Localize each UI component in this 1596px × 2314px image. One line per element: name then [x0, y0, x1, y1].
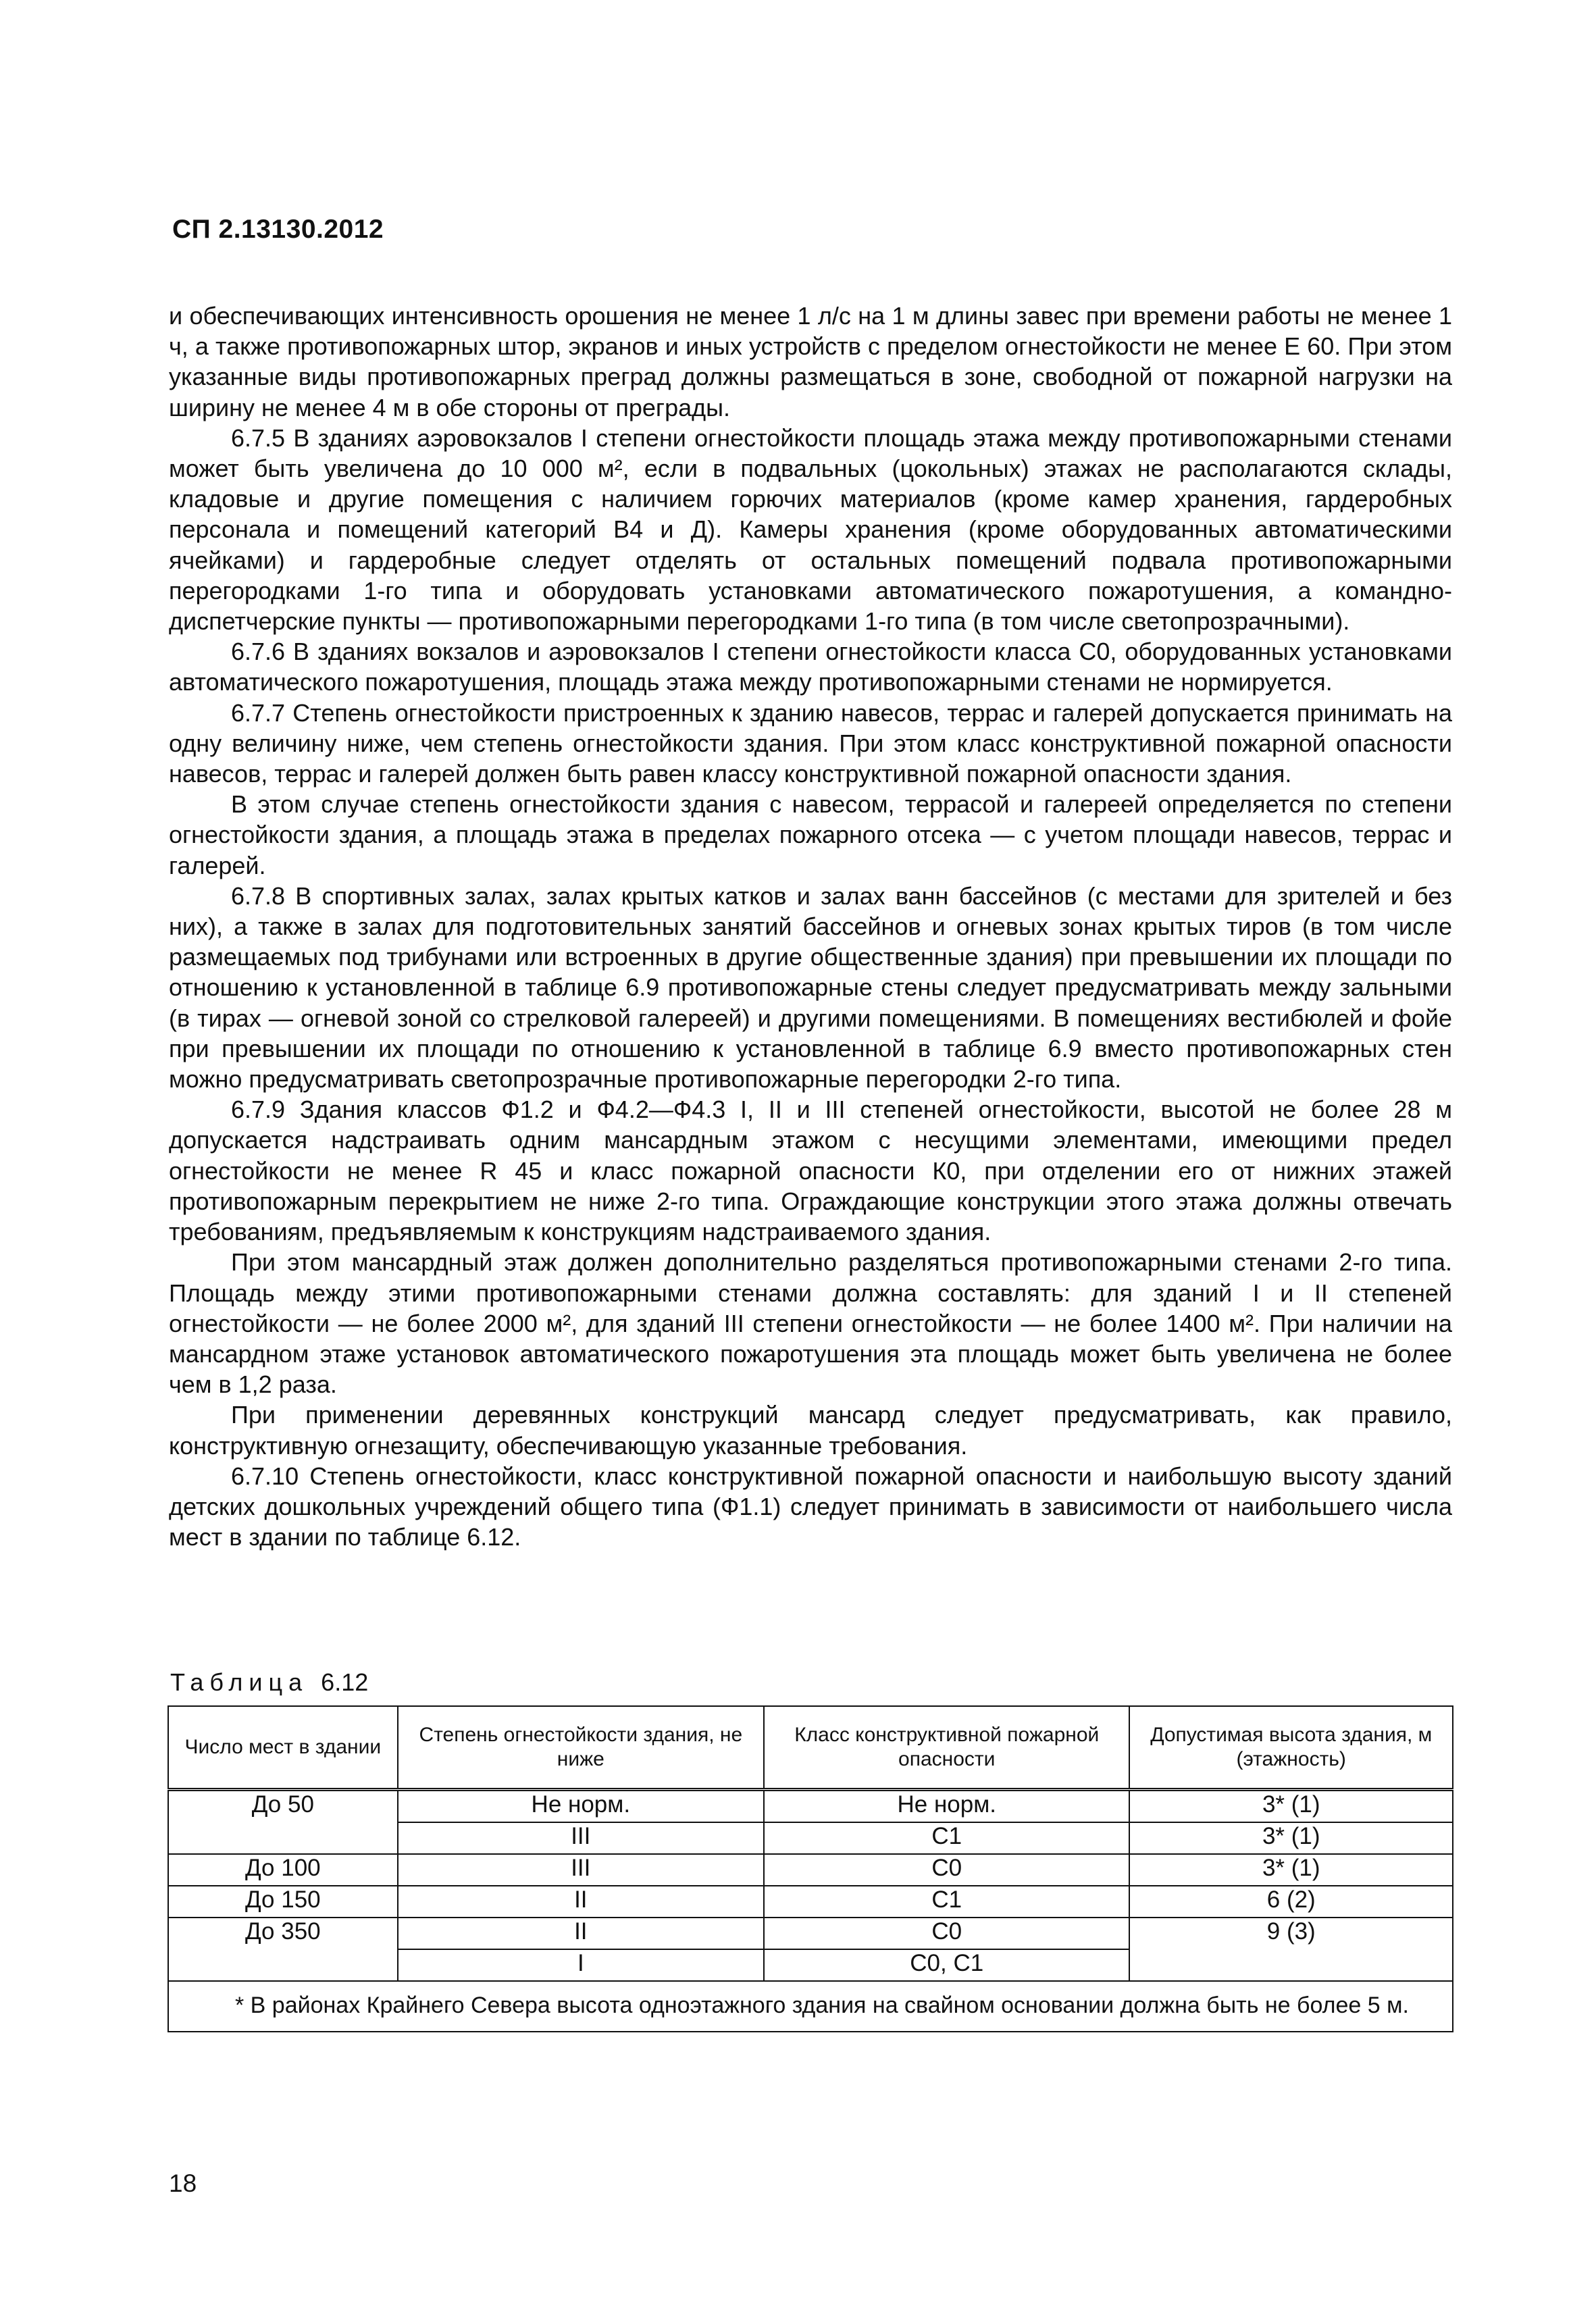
table-row	[168, 1854, 1453, 1886]
table-row	[168, 1790, 1453, 1823]
table-caption	[170, 1668, 368, 1697]
document-code-header: СП 2.13130.2012	[172, 215, 384, 244]
cell-places: До 100	[168, 1854, 398, 1886]
table-footnote	[168, 1981, 1453, 2032]
table-caption-number: 6.12	[321, 1668, 369, 1696]
paragraph-continuation: и обеспечивающих интенсивность орошения не менее 1 л/с на 1 м длины завес при времени работы не менее 1 ч, а также противопожарных штор, экранов и иных устройств с пределом огнестойкости не менее Е 60. При этом указанные виды противопожарных преград должны размещаться в зоне, свободной от пожарной нагрузки на ширину не менее 4 м в обе стороны от преграды.	[169, 302, 1452, 421]
table-header-row	[168, 1706, 1453, 1790]
paragraph-6-7-7-cont: В этом случае степень огнестойкости здания с навесом, террасой и галереей определяется по степени огнестойкости здания, а площадь этажа в пределах пожарного отсека — с учетом площади навесов, террас и галерей.	[169, 790, 1452, 879]
header-hazard-class: Класс конструктивной пожарной опасности	[764, 1706, 1129, 1790]
paragraph-6-7-7: 6.7.7 Степень огнестойкости пристроенных к зданию навесов, террас и галерей допускается принимать на одну величину ниже, чем степень огнестойкости здания. При этом класс конструктивной пожарной опасности навесов, террас и галерей должен быть равен классу конструктивной пожарной опасности здания.	[169, 698, 1452, 788]
page-number: 18	[169, 2169, 197, 2197]
cell-degree: I	[398, 1949, 764, 1981]
body-text	[169, 301, 1452, 1552]
paragraph-6-7-9-cont2: При применении деревянных конструкций мансард следует предусматривать, как правило, конструктивную огнезащиту, обеспечивающую указанные требования.	[169, 1401, 1452, 1460]
paragraph-6-7-8: 6.7.8 В спортивных залах, залах крытых катков и залах ванн бассейнов (с местами для зрителей и без них), а также в залах для подготовительных занятий бассейнов и огневых зонах крытых тиров (в том числе размещаемых под трибунами или встроенных в другие общественные здания) при превышении их площади по отношению к установленной в таблице 6.9 противопожарные стены следует предусматривать между зальными (в тирах — огневой зоной со стрелковой галереей) и другими помещениями. В помещениях вестибюлей и фойе при превышении их площади по отношению к установленной в таблице 6.9 вместо противопожарных стен можно предусматривать светопрозрачные противопожарные перегородки 2-го типа.	[169, 881, 1452, 1094]
cell-degree: II	[398, 1886, 764, 1918]
cell-degree: Не норм.	[398, 1790, 764, 1823]
cell-class: С0, С1	[764, 1949, 1129, 1981]
cell-degree: III	[398, 1854, 764, 1886]
cell-class: С0	[764, 1918, 1129, 1949]
cell-class: Не норм.	[764, 1790, 1129, 1823]
paragraph-6-7-6: 6.7.6 В зданиях вокзалов и аэровокзалов I степени огнестойкости класса С0, оборудованных установками автоматического пожаротушения, площадь этажа между противопожарными стенами не нормируется.	[169, 638, 1452, 696]
table-note-row	[168, 1981, 1453, 2032]
cell-height: 3* (1)	[1129, 1790, 1453, 1823]
cell-degree: II	[398, 1918, 764, 1949]
cell-height: 9 (3)	[1129, 1918, 1453, 1981]
header-fire-resistance: Степень огнестойкости здания, не ниже	[398, 1706, 764, 1790]
cell-class: С0	[764, 1854, 1129, 1886]
header-height: Допустимая высота здания, м (этажность)	[1129, 1706, 1453, 1790]
table-caption-word: Таблица	[170, 1668, 309, 1696]
table-row	[168, 1886, 1453, 1918]
cell-places: До 50	[168, 1790, 398, 1855]
cell-height: 6 (2)	[1129, 1886, 1453, 1918]
paragraph-6-7-10: 6.7.10 Степень огнестойкости, класс конструктивной пожарной опасности и наибольшую высоту зданий детских дошкольных учреждений общего типа (Ф1.1) следует принимать в зависимости от наибольшего числа мест в здании по таблице 6.12.	[169, 1462, 1452, 1551]
cell-height: 3* (1)	[1129, 1822, 1453, 1854]
table-6-12	[168, 1705, 1453, 2032]
paragraph-6-7-5: 6.7.5 В зданиях аэровокзалов I степени огнестойкости площадь этажа между противопожарными стенами может быть увеличена до 10 000 м², если в подвальных (цокольных) этажах не располагаются склады, кладовые и другие помещения с наличием горючих материалов (кроме камер хранения, гардеробных персонала и помещений категорий В4 и Д). Камеры хранения (кроме оборудованных автоматическими ячейками) и гардеробные следует отделять от остальных помещений подвала противопожарными перегородками 1-го типа и оборудовать установками автоматического пожаротушения, а командно-диспетчерские пункты — противопожарными перегородками 1-го типа (в том числе светопрозрачными).	[169, 423, 1452, 636]
cell-degree: III	[398, 1822, 764, 1854]
paragraph-6-7-9: 6.7.9 Здания классов Ф1.2 и Ф4.2—Ф4.3 I, II и III степеней огнестойкости, высотой не более 28 м допускается надстраивать одним мансардным этажом с несущими элементами, имеющими предел огнестойкости не менее R 45 и класс пожарной опасности К0, при отделении его от нижних этажей противопожарным перекрытием не ниже 2-го типа. Ограждающие конструкции этого этажа должны отвечать требованиям, предъявляемым к конструкциям надстраиваемого здания.	[169, 1096, 1452, 1246]
paragraph-6-7-9-cont1: При этом мансардный этаж должен дополнительно разделяться противопожарными стенами 2-го типа. Площадь между этими противопожарными стенами должна составлять: для зданий I и II степеней огнестойкости — не более 2000 м², для зданий III степени огнестойкости — не более 1400 м². При наличии на мансардном этаже установок автоматического пожаротушения эта площадь может быть увеличена не более чем в 1,2 раза.	[169, 1248, 1452, 1399]
cell-height: 3* (1)	[1129, 1854, 1453, 1886]
table-footnote-text: * В районах Крайнего Севера высота одноэтажного здания на свайном основании должна быть не более 5 м.	[235, 1992, 1409, 2018]
cell-places: До 350	[168, 1918, 398, 1981]
cell-class: С1	[764, 1822, 1129, 1854]
cell-places: До 150	[168, 1886, 398, 1918]
header-places: Число мест в здании	[168, 1706, 398, 1790]
table-row	[168, 1918, 1453, 1949]
cell-class: С1	[764, 1886, 1129, 1918]
